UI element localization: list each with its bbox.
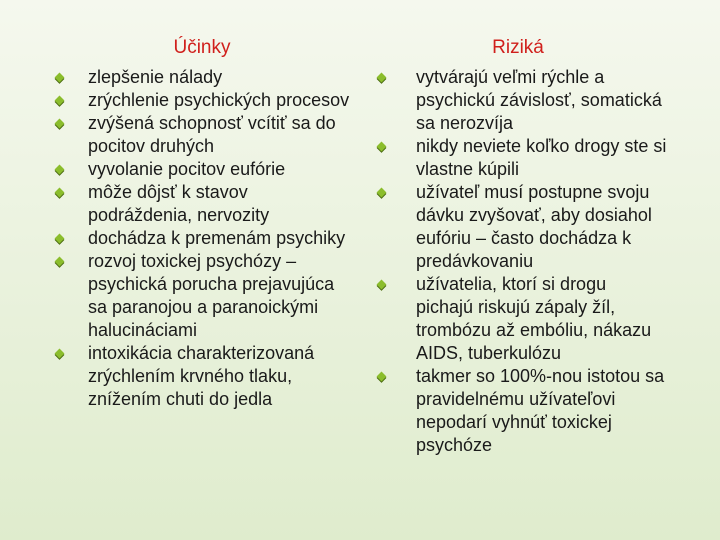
diamond-bullet-icon: [55, 119, 65, 129]
list-item: užívateľ musí postupne svoju dávku zvyšovať, aby dosiahol eufóriu – často dochádza k predávkovaniu: [368, 181, 668, 273]
list-item: rozvoj toxickej psychózy – psychická porucha prejavujúca sa paranojou a paranoickými halucináciami: [52, 250, 352, 342]
diamond-bullet-icon: [55, 96, 65, 106]
diamond-bullet-icon: [55, 73, 65, 83]
list-item: užívatelia, ktorí si drogu pichajú riskujú zápaly žíl, trombózu až embóliu, nákazu AIDS, tuberkulózu: [368, 273, 668, 365]
list-item: dochádza k premenám psychiky: [52, 227, 352, 250]
diamond-bullet-icon: [55, 165, 65, 175]
list-item: zlepšenie nálady: [52, 66, 352, 89]
list-item: nikdy neviete koľko drogy ste si vlastne kúpili: [368, 135, 668, 181]
diamond-bullet-icon: [377, 372, 387, 382]
diamond-bullet-icon: [55, 188, 65, 198]
list-item: zrýchlenie psychických procesov: [52, 89, 352, 112]
risks-heading: Riziká: [492, 37, 544, 58]
risks-list: [368, 66, 668, 457]
effects-heading: Účinky: [173, 37, 231, 58]
diamond-bullet-icon: [377, 142, 387, 152]
diamond-bullet-icon: [55, 349, 65, 359]
effects-list: [52, 66, 352, 411]
list-item: intoxikácia charakterizovaná zrýchlením krvného tlaku, znížením chuti do jedla: [52, 342, 352, 411]
list-item: vytvárajú veľmi rýchle a psychickú závislosť, somatická sa nerozvíja: [368, 66, 668, 135]
list-item: môže dôjsť k stavov podráždenia, nervozity: [52, 181, 352, 227]
diamond-bullet-icon: [55, 234, 65, 244]
list-item: vyvolanie pocitov eufórie: [52, 158, 352, 181]
diamond-bullet-icon: [377, 188, 387, 198]
diamond-bullet-icon: [377, 280, 387, 290]
list-item: takmer so 100%-nou istotou sa pravidelnému užívateľovi nepodarí vyhnúť toxickej psychóze: [368, 365, 668, 457]
diamond-bullet-icon: [377, 73, 387, 83]
diamond-bullet-icon: [55, 257, 65, 267]
list-item: zvýšená schopnosť vcítiť sa do pocitov druhých: [52, 112, 352, 158]
